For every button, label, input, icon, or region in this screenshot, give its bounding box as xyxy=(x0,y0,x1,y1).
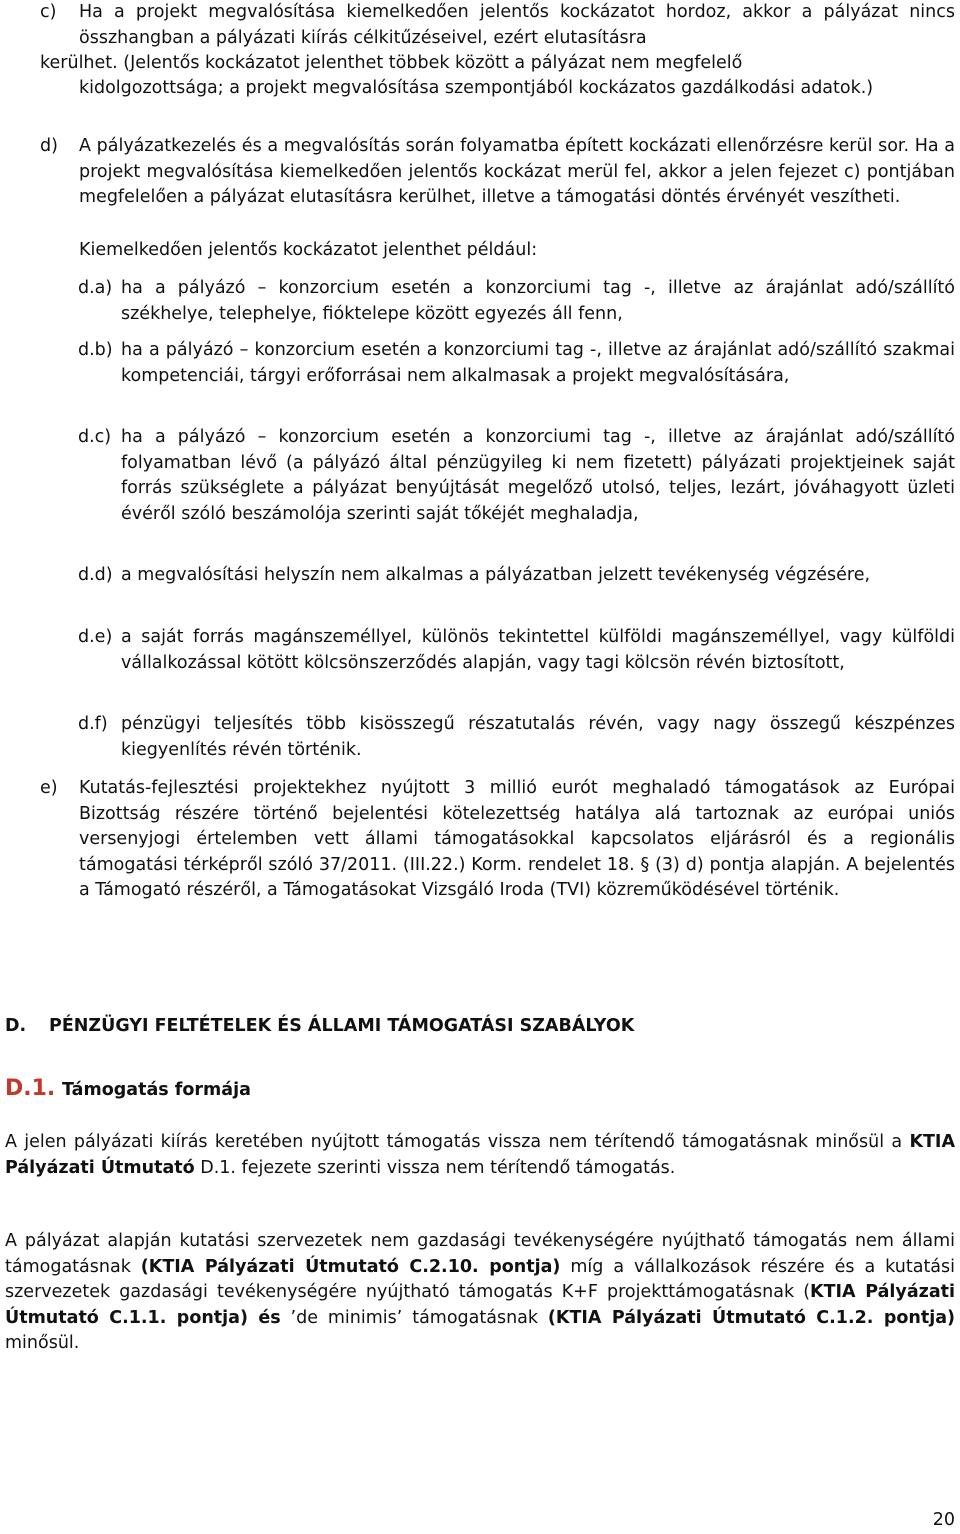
example-intro: Kiemelkedően jelentős kockázatot jelenthet például: xyxy=(79,240,538,260)
sub-item-body: ha a pályázó – konzorcium esetén a konzorciumi tag -, illetve az árajánlat adó/szállító szakmai kompetenciái, tárgyi erőforrásai nem alkalmasak a projekt megvalósítására, xyxy=(121,340,955,386)
list-label: d) xyxy=(40,136,58,156)
subsection-heading-d1 xyxy=(5,1076,251,1104)
sub-label: d.c) xyxy=(78,427,112,447)
sub-item-d-a xyxy=(78,276,955,327)
sub-item-d-f xyxy=(78,712,955,763)
sub-item-body: a saját forrás magánszeméllyel, különös tekintettel külföldi magánszeméllyel, vagy külföldi vállalkozással kötött kölcsönszerződés alapján, vagy tagi kölcsön révén biztosított, xyxy=(121,627,955,673)
list-item-c-continuation: kerülhet. (Jelentős kockázatot jelenthet többek között a pályázat nem megfelelő xyxy=(40,53,743,73)
list-item-d xyxy=(40,134,955,211)
paragraph-support-form: A jelen pályázati kiírás keretében nyújtott támogatás vissza nem térítendő támogatásnak minősül a KTIA Pályázati Útmutató D.1. fejezete szerinti vissza nem térítendő támogatás. xyxy=(5,1132,955,1178)
sub-item-d-d xyxy=(78,563,955,589)
page-number: 20 xyxy=(932,1510,955,1530)
list-item-c-continued: kidolgozottsága; a projekt megvalósítása szempontjából kockázatos gazdálkodási adatok.) xyxy=(79,78,874,98)
sub-label: d.a) xyxy=(78,278,113,298)
list-label: e) xyxy=(40,778,58,798)
sub-item-body: ha a pályázó – konzorcium esetén a konzorciumi tag -, illetve az árajánlat adó/szállító folyamatban lévő (a pályázó által pénzügyileg ki nem fizetett) pályázati projektjeinek saját forrás szükséglete a pályázat benyújtását megelőző utolsó, teljes, lezárt, jóváhagyott üzleti évéről szóló beszámolója szerinti saját tőkéjét meghaladja, xyxy=(121,427,955,524)
list-item-e xyxy=(40,776,955,904)
sub-label: d.e) xyxy=(78,627,113,647)
list-item-body: Ha a projekt megvalósítása kiemelkedően jelentős kockázatot hordoz, akkor a pályázat nincs összhangban a pályázati kiírás célkitűzéseivel, ezért elutasításra xyxy=(79,2,955,48)
list-label: c) xyxy=(40,2,57,22)
list-item-body: A pályázatkezelés és a megvalósítás során folyamatba épített kockázati ellenőrzésre kerül sor. Ha a projekt megvalósítása kiemelkedően jelentős kockázat merül fel, akkor a jelen fejezet c) pontjában megfelelően a pályázat elutasításra kerülhet, illetve a támogatási döntés érvényét veszítheti. xyxy=(79,136,955,207)
subsection-number: D.1. xyxy=(5,1076,56,1101)
list-item-body: Kutatás-fejlesztési projektekhez nyújtott 3 millió eurót meghaladó támogatások az Európai Bizottság részére történő bejelentési kötelezettség hatálya alá tartoznak az európai uniós versenyjogi értelemben vett állami támogatásokkal kapcsolatos eljárásról és a regionális támogatási térképről szóló 37/2011. (III.22.) Korm. rendelet 18. § (3) d) pontja alapján. A bejelentés a Támogató részéről, a Támogatásokat Vizsgáló Iroda (TVI) közreműködésével történik. xyxy=(79,778,955,900)
section-title: PÉNZÜGYI FELTÉTELEK ÉS ÁLLAMI TÁMOGATÁSI SZABÁLYOK xyxy=(49,1016,635,1036)
sub-label: d.f) xyxy=(78,714,108,734)
list-item-c xyxy=(40,0,955,51)
sub-label: d.b) xyxy=(78,340,113,360)
section-number: D. xyxy=(5,1016,27,1036)
subsection-title: Támogatás formája xyxy=(62,1080,251,1100)
section-heading-d xyxy=(5,1014,634,1040)
sub-item-body: pénzügyi teljesítés több kisösszegű részatutalás révén, vagy nagy összegű készpénzes kiegyenlítés révén történik. xyxy=(121,714,955,760)
sub-item-d-e xyxy=(78,625,955,676)
sub-item-d-b xyxy=(78,338,955,389)
sub-item-body: ha a pályázó – konzorcium esetén a konzorciumi tag -, illetve az árajánlat adó/szállító székhelye, telephelye, fióktelepe között egyezés áll fenn, xyxy=(121,278,955,324)
paragraph-support-types: A pályázat alapján kutatási szervezetek nem gazdasági tevékenységére nyújthatő támogatás nem állami támogatásnak (KTIA Pályázati Útmutató C.2.10. pontja) míg a vállalkozások részére és a kutatási szervezetek gazdasági tevékenységére nyújtható támogatás K+F projekttámogatásnak (KTIA Pályázati Útmutató C.1.1. pontja) és ’de minimis’ támogatásnak (KTIA Pályázati Útmutató C.1.2. pontja) minősül. xyxy=(5,1231,956,1353)
sub-item-d-c xyxy=(78,425,955,527)
sub-label: d.d) xyxy=(78,565,113,585)
sub-item-body: a megvalósítási helyszín nem alkalmas a pályázatban jelzett tevékenység végzésére, xyxy=(121,565,871,585)
